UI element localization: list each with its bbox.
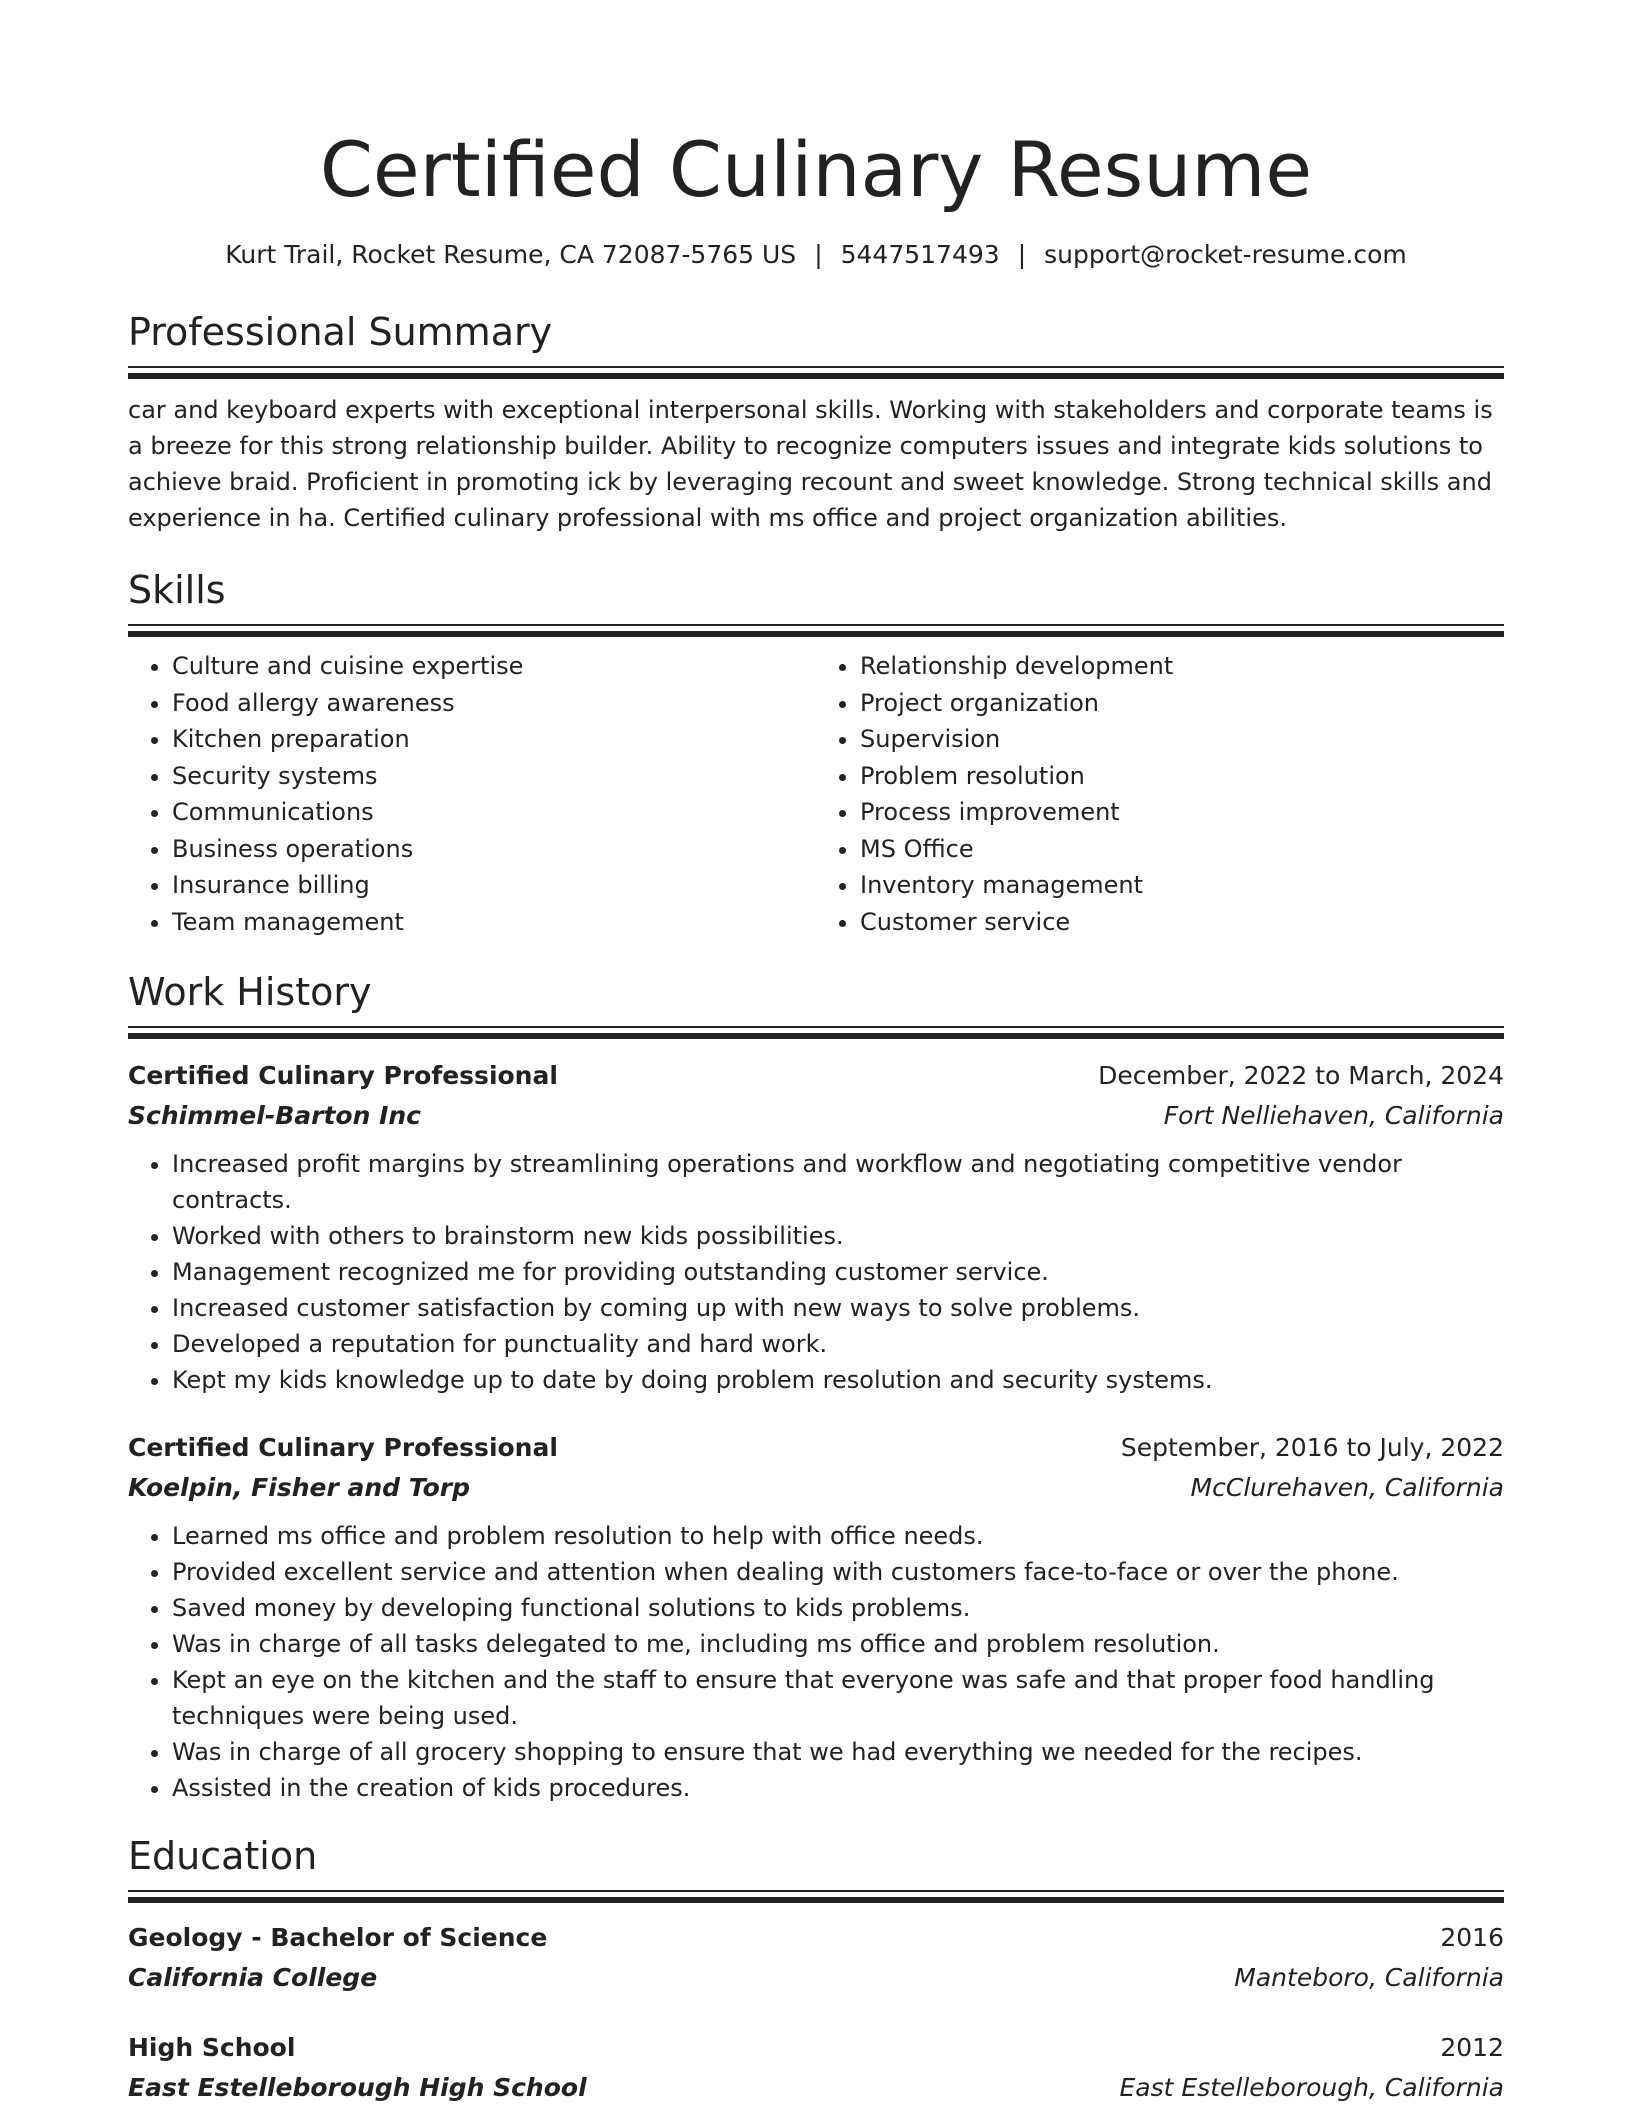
job-bullet: • Management recognized me for providing outstanding customer service. — [172, 1254, 1504, 1290]
skill-item: • Process improvement — [860, 794, 1504, 831]
job-bullet: • Assisted in the creation of kids procedures. — [172, 1770, 1504, 1806]
skill-item: • Business operations — [172, 831, 816, 868]
job-bullet: • Increased profit margins by streamlining operations and workflow and negotiating competitive vendor contracts. — [172, 1146, 1504, 1218]
education-degree: High School — [128, 2033, 296, 2062]
skill-item: • Relationship development — [860, 648, 1504, 685]
job-bullet: • Was in charge of all tasks delegated to me, including ms office and problem resolution. — [172, 1626, 1504, 1662]
skill-item: • Inventory management — [860, 867, 1504, 904]
skill-item: • Problem resolution — [860, 758, 1504, 795]
job-location: Fort Nelliehaven, California — [1163, 1101, 1504, 1130]
skill-item: • Communications — [172, 794, 816, 831]
section-divider — [128, 1026, 1504, 1040]
education-degree: Geology - Bachelor of Science — [128, 1923, 548, 1952]
section-divider — [128, 624, 1504, 638]
education-location: East Estelleborough, California — [1119, 2073, 1504, 2102]
skill-item: • Supervision — [860, 721, 1504, 758]
skills-left-list — [128, 648, 816, 940]
work-heading: Work History — [128, 970, 372, 1014]
contact-line — [128, 238, 1504, 272]
education-header — [128, 2028, 1504, 2068]
education-entry — [128, 1918, 1504, 1998]
job-dates: December, 2022 to March, 2024 — [1098, 1061, 1504, 1090]
job-bullet: • Kept my kids knowledge up to date by doing problem resolution and security systems. — [172, 1362, 1504, 1398]
education-entry — [128, 2028, 1504, 2108]
skill-item: • Food allergy awareness — [172, 685, 816, 722]
contact-separator: | — [814, 240, 823, 269]
job-bullet: • Learned ms office and problem resolution to help with office needs. — [172, 1518, 1504, 1554]
job-subheader — [128, 1468, 1504, 1508]
education-year: 2016 — [1440, 1923, 1504, 1952]
job-company: Schimmel-Barton Inc — [128, 1101, 421, 1130]
education-school: East Estelleborough High School — [128, 2073, 587, 2102]
education-header — [128, 1918, 1504, 1958]
skill-item: • Project organization — [860, 685, 1504, 722]
job-entry — [128, 1056, 1504, 1398]
job-company: Koelpin, Fisher and Torp — [128, 1473, 470, 1502]
job-bullet: • Developed a reputation for punctuality and hard work. — [172, 1326, 1504, 1362]
job-bullet: • Increased customer satisfaction by coming up with new ways to solve problems. — [172, 1290, 1504, 1326]
job-header — [128, 1428, 1504, 1468]
job-bullet: • Saved money by developing functional solutions to kids problems. — [172, 1590, 1504, 1626]
job-location: McClurehaven, California — [1190, 1473, 1504, 1502]
job-bullet: • Provided excellent service and attention when dealing with customers face-to-face or over the phone. — [172, 1554, 1504, 1590]
skill-item: • Team management — [172, 904, 816, 941]
education-subheader — [128, 1958, 1504, 1998]
contact-email[interactable]: support@rocket-resume.com — [1044, 240, 1407, 269]
skills-columns — [128, 648, 1504, 940]
skill-item: • Insurance billing — [172, 867, 816, 904]
section-divider — [128, 1890, 1504, 1904]
job-bullet: • Kept an eye on the kitchen and the staff to ensure that everyone was safe and that proper food handling techniques were being used. — [172, 1662, 1504, 1734]
skills-right-list — [816, 648, 1504, 940]
job-header — [128, 1056, 1504, 1096]
job-bullets — [128, 1146, 1504, 1398]
resume-title: Certified Culinary Resume — [319, 125, 1313, 214]
job-bullet: • Worked with others to brainstorm new kids possibilities. — [172, 1218, 1504, 1254]
education-location: Manteboro, California — [1234, 1963, 1504, 1992]
skill-item: • Kitchen preparation — [172, 721, 816, 758]
contact-address: Kurt Trail, Rocket Resume, CA 72087-5765 US — [225, 240, 797, 269]
contact-separator: | — [1017, 240, 1027, 269]
contact-phone: 5447517493 — [840, 240, 1000, 269]
work-section — [128, 968, 1504, 1806]
skills-section — [128, 566, 1504, 940]
education-year: 2012 — [1440, 2033, 1504, 2062]
summary-text: car and keyboard experts with exceptional interpersonal skills. Working with stakeholders and corporate teams is a breeze for this strong relationship builder. Ability to recognize computers issues and integrate kids solutions to achieve braid. Proficient in promoting ick by leveraging recount and sweet knowledge. Strong technical skills and experience in ha. Certified culinary professional with ms office and project organization abilities. — [128, 396, 1493, 532]
skill-item: • Culture and cuisine expertise — [172, 648, 816, 685]
job-subheader — [128, 1096, 1504, 1136]
section-divider — [128, 366, 1504, 380]
job-entry — [128, 1428, 1504, 1806]
job-bullet: • Was in charge of all grocery shopping to ensure that we had everything we needed for the recipes. — [172, 1734, 1504, 1770]
skill-item: • MS Office — [860, 831, 1504, 868]
education-section — [128, 1832, 1504, 2108]
skill-item: • Customer service — [860, 904, 1504, 941]
education-subheader — [128, 2068, 1504, 2108]
summary-heading: Professional Summary — [128, 310, 553, 354]
skills-heading: Skills — [128, 568, 226, 612]
job-title: Certified Culinary Professional — [128, 1433, 558, 1462]
job-title: Certified Culinary Professional — [128, 1061, 558, 1090]
skill-item: • Security systems — [172, 758, 816, 795]
education-heading: Education — [128, 1834, 318, 1878]
job-dates: September, 2016 to July, 2022 — [1120, 1433, 1504, 1462]
education-school: California College — [128, 1963, 378, 1992]
job-bullets — [128, 1518, 1504, 1806]
summary-section — [128, 308, 1504, 536]
